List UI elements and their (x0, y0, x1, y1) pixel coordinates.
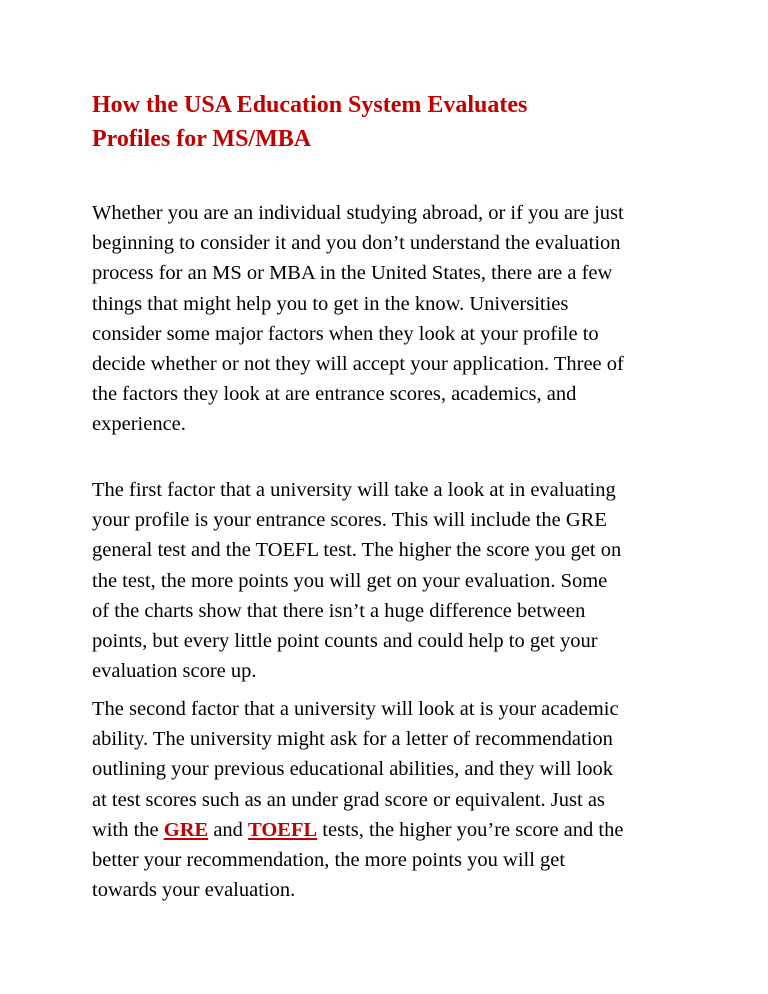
paragraph-entrance-scores: The first factor that a university will take a look at in evaluating your profile is your entrance scores. This will include the GRE general test and the TOEFL test. The higher the score you get on the test, the more points you will get on your evaluation. Some of the charts show that there isn’t a huge difference between points, but every little point counts and could help to get your evaluation score up. (92, 479, 622, 683)
paragraph-academics (92, 694, 692, 905)
paragraph-intro: Whether you are an individual studying abroad, or if you are just beginning to consider it and you don’t understand the evaluation process for an MS or MBA in the United States, there are a few things that might help you to get in the know. Universities consider some major factors when they look at your profile to decide whether or not they will accept your application. Three of the factors they look at are entrance scores, academics, and experience. (92, 202, 624, 436)
gre-link[interactable]: GRE (163, 818, 209, 841)
paragraph-academics-text-3: tests, the higher you’re score and the better your recommendation, the more points you will get towards your evaluation. (92, 818, 624, 902)
paragraph-academics-text-1: The second factor that a university will look at is your academic ability. The university might ask for a letter of recommendation outlining your previous educational abilities, and they will look at test scores such as an under grad score or equivalent. Just as with the (92, 698, 619, 841)
document-title: How the USA Education System Evaluates Profiles for MS/MBA (92, 92, 528, 152)
paragraph-academics-text-2: and (208, 818, 249, 841)
toefl-link[interactable]: TOEFL (248, 818, 318, 841)
